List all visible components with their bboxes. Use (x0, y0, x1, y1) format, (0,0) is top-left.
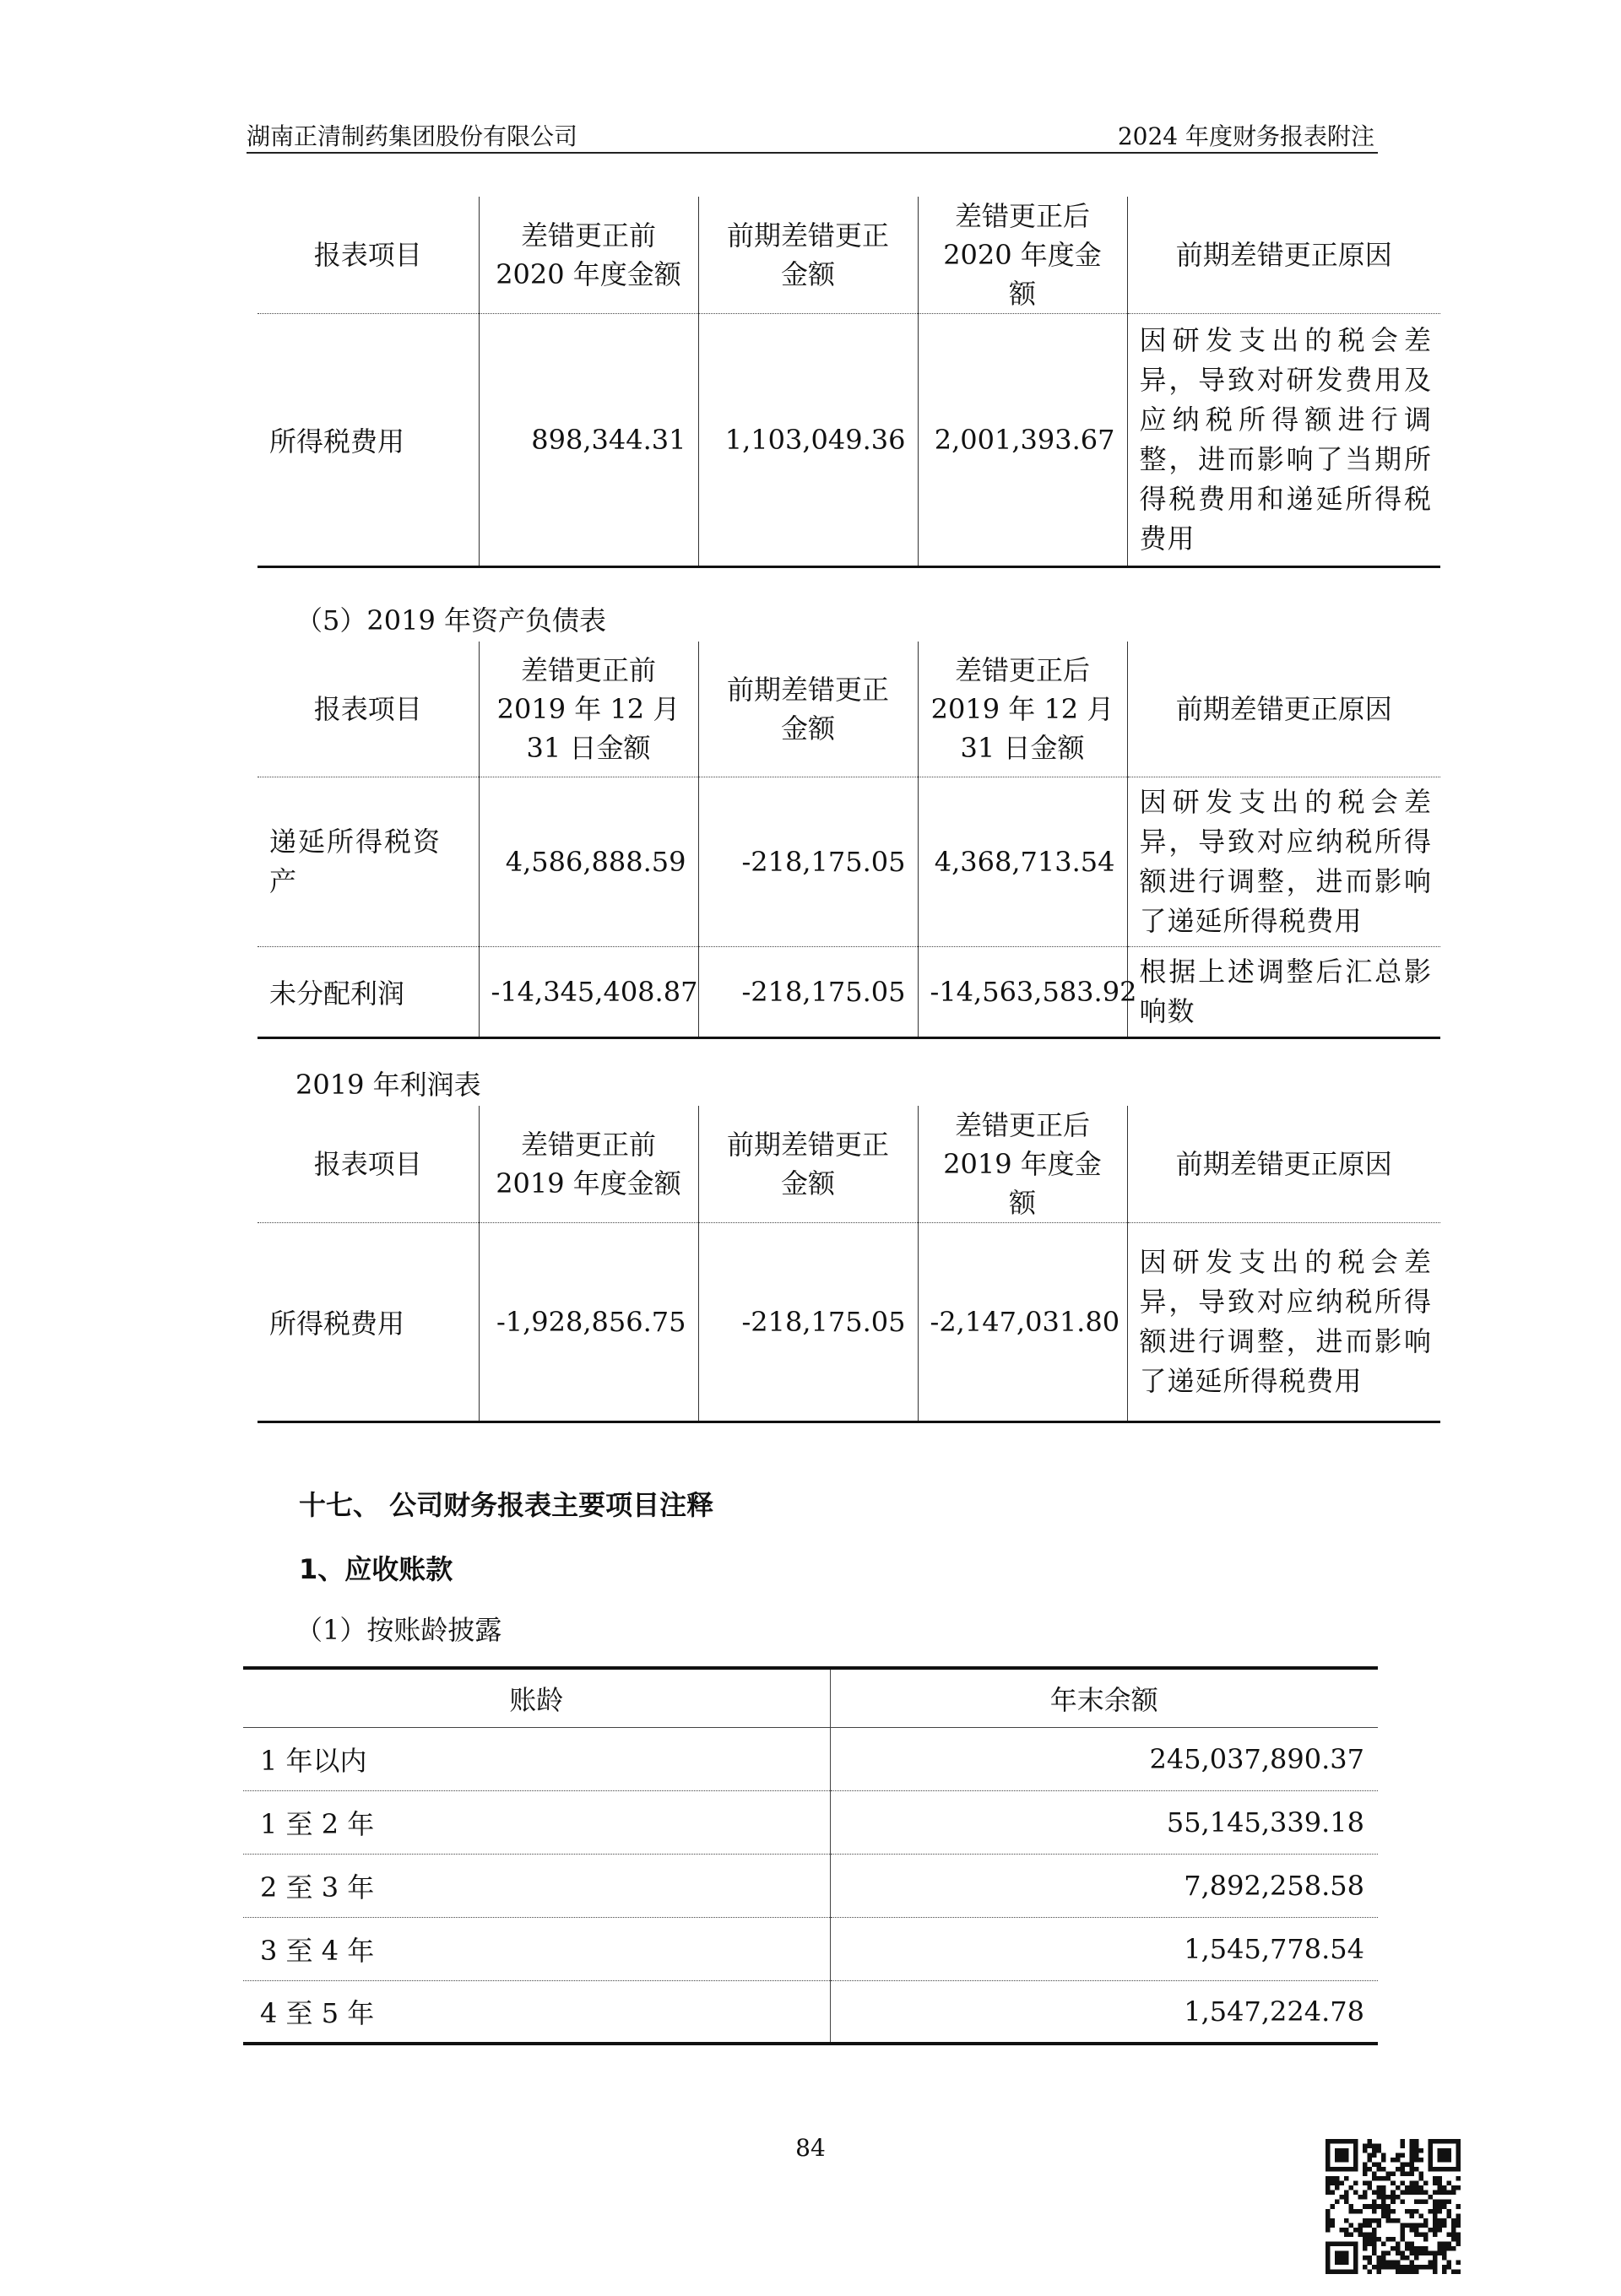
row-correction: 1,103,049.36 (698, 314, 918, 567)
table-2019-income-correction (258, 1106, 1440, 1423)
table-row (243, 1790, 1378, 1854)
col-header-before: 差错更正前 2020 年度金额 (479, 197, 698, 314)
row-before: 4,586,888.59 (479, 777, 698, 946)
row-correction: -218,175.05 (698, 777, 918, 946)
caption-aging: （1）按账龄披露 (295, 1614, 502, 1646)
row-amount: 245,037,890.37 (830, 1727, 1378, 1790)
row-before: -14,345,408.87 (479, 946, 698, 1037)
col-header-age: 账龄 (243, 1668, 830, 1727)
col-header-reason: 前期差错更正原因 (1127, 197, 1440, 314)
row-amount: 7,892,258.58 (830, 1854, 1378, 1917)
table-ar-aging (243, 1666, 1378, 2045)
col-header-correction: 前期差错更正 金额 (698, 642, 918, 777)
header-company: 湖南正清制药集团股份有限公司 (247, 122, 578, 150)
row-after: -2,147,031.80 (918, 1223, 1127, 1422)
qr-code (1326, 2139, 1461, 2274)
col-header-reason: 前期差错更正原因 (1127, 642, 1440, 777)
row-correction: -218,175.05 (698, 946, 918, 1037)
row-age: 2 至 3 年 (243, 1854, 830, 1917)
row-after: 2,001,393.67 (918, 314, 1127, 567)
row-age: 1 至 2 年 (243, 1790, 830, 1854)
row-reason: 根据上述调整后汇总影响数 (1127, 946, 1440, 1037)
row-age: 4 至 5 年 (243, 1980, 830, 2044)
col-header-correction: 前期差错更正 金额 (698, 1106, 918, 1223)
table-row (243, 1917, 1378, 1980)
row-item: 未分配利润 (258, 946, 479, 1037)
table-row (258, 314, 1440, 567)
page-number: 84 (795, 2134, 826, 2162)
table-row (243, 1854, 1378, 1917)
col-header-amount: 年末余额 (830, 1668, 1378, 1727)
table-row (243, 1727, 1378, 1790)
row-before: 898,344.31 (479, 314, 698, 567)
table-row (243, 1980, 1378, 2044)
col-header-before: 差错更正前 2019 年 12 月 31 日金额 (479, 642, 698, 777)
col-header-after: 差错更正后 2019 年度金额 (918, 1106, 1127, 1223)
row-amount: 1,547,224.78 (830, 1980, 1378, 2044)
section-heading-ar: 1、应收账款 (299, 1553, 453, 1585)
col-header-item: 报表项目 (258, 642, 479, 777)
row-correction: -218,175.05 (698, 1223, 918, 1422)
row-reason: 因研发支出的税会差异，导致对应纳税所得额进行调整，进而影响了递延所得税费用 (1127, 1223, 1440, 1422)
col-header-correction: 前期差错更正 金额 (698, 197, 918, 314)
row-after: 4,368,713.54 (918, 777, 1127, 946)
col-header-reason: 前期差错更正原因 (1127, 1106, 1440, 1223)
header-rule (247, 152, 1378, 154)
row-age: 1 年以内 (243, 1727, 830, 1790)
col-header-before: 差错更正前 2019 年度金额 (479, 1106, 698, 1223)
row-before: -1,928,856.75 (479, 1223, 698, 1422)
row-item: 递延所得税资产 (258, 777, 479, 946)
caption-2019-balance: （5）2019 年资产负债表 (295, 604, 606, 636)
row-after: -14,563,583.92 (918, 946, 1127, 1037)
row-item: 所得税费用 (258, 314, 479, 567)
table-row (258, 777, 1440, 946)
row-age: 3 至 4 年 (243, 1917, 830, 1980)
col-header-item: 报表项目 (258, 197, 479, 314)
row-item: 所得税费用 (258, 1223, 479, 1422)
row-amount: 1,545,778.54 (830, 1917, 1378, 1980)
table-2019-balance-correction (258, 642, 1440, 1039)
row-amount: 55,145,339.18 (830, 1790, 1378, 1854)
header-report-title: 2024 年度财务报表附注 (1117, 122, 1374, 150)
row-reason: 因研发支出的税会差异，导致对应纳税所得额进行调整，进而影响了递延所得税费用 (1127, 777, 1440, 946)
row-reason: 因研发支出的税会差异，导致对研发费用及应纳税所得额进行调整，进而影响了当期所得税费用和递延所得税费用 (1127, 314, 1440, 567)
col-header-item: 报表项目 (258, 1106, 479, 1223)
section-heading-17: 十七、 公司财务报表主要项目注释 (299, 1489, 714, 1521)
table-row (258, 1223, 1440, 1422)
col-header-after: 差错更正后 2019 年 12 月 31 日金额 (918, 642, 1127, 777)
table-row (258, 946, 1440, 1037)
caption-2019-income: 2019 年利润表 (295, 1069, 481, 1101)
col-header-after: 差错更正后 2020 年度金额 (918, 197, 1127, 314)
table-2020-income-correction (258, 197, 1440, 568)
